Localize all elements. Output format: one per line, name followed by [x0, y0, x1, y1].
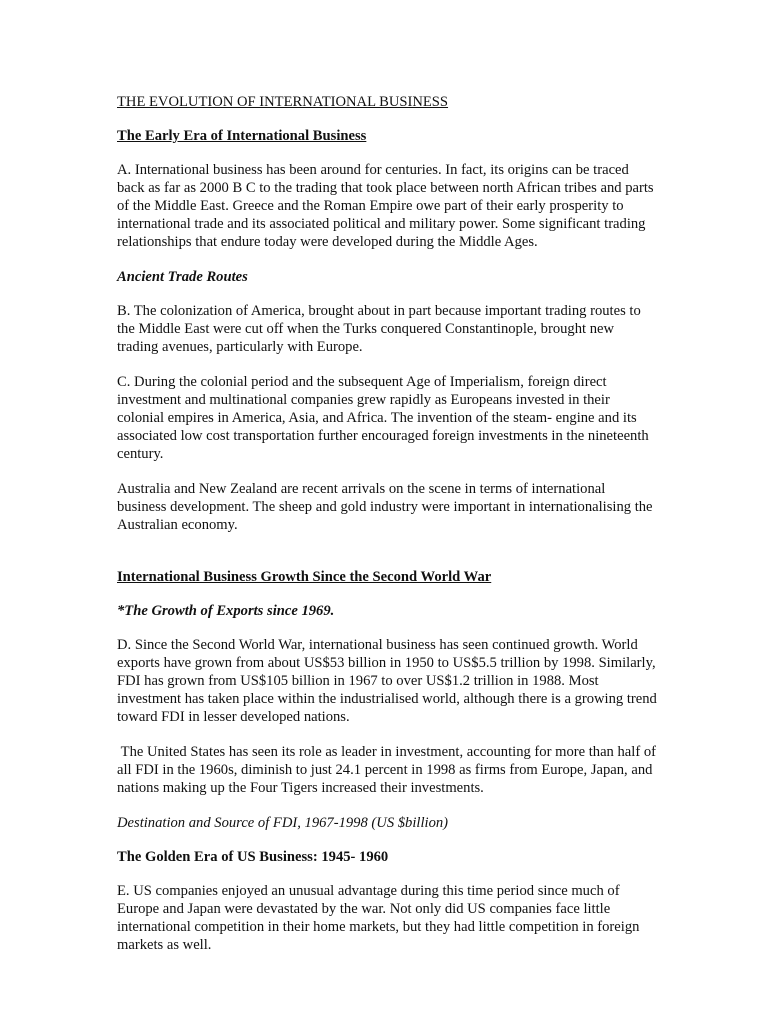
paragraph-d: D. Since the Second World War, international business has seen continued growth. World exports have grown from about US$53 billion in 1950 to US$5.5 trillion by 1998. Similarly, FDI has grown from US$105 billion in 1967 to over US$1.2 trillion in 1988. Most investment has taken place within the industrialised world, although there is a growing trend toward FDI in lesser developed nations.	[117, 637, 657, 725]
section-heading-early-era: The Early Era of International Business	[117, 128, 367, 144]
document-body	[117, 93, 660, 954]
fdi-caption: Destination and Source of FDI, 1967-1998 (US $billion)	[117, 815, 449, 831]
subheading-growth-of-exports: *The Growth of Exports since 1969.	[117, 603, 335, 619]
paragraph-a: A. International business has been around for centuries. In fact, its origins can be traced back as far as 2000 B C to the trading that took place between north African tribes and parts of the Middle East. Greece and the Roman Empire owe part of their early prosperity to international trade and its associated political and military power. Some significant trading relationships that endure today were developed during the Middle Ages.	[117, 162, 654, 250]
section-heading-golden-era: The Golden Era of US Business: 1945- 1960	[117, 849, 389, 865]
section-heading-growth: International Business Growth Since the Second World War	[117, 569, 492, 585]
paragraph-b: B. The colonization of America, brought about in part because important trading routes to the Middle East were cut off when the Turks conquered Constantinople, brought new trading avenues, particularly with Europe.	[117, 303, 641, 355]
paragraph-e: E. US companies enjoyed an unusual advantage during this time period since much of Europe and Japan were devastated by the war. Not only did US companies face little international competition in their home markets, but they had little competition in foreign markets as well.	[117, 883, 640, 953]
document-title: THE EVOLUTION OF INTERNATIONAL BUSINESS	[117, 94, 449, 110]
paragraph-united-states: The United States has seen its role as leader in investment, accounting for more than half of all FDI in the 1960s, diminish to just 24.1 percent in 1998 as firms from Europe, Japan, and nations making up the Four Tigers increased their investments.	[117, 744, 660, 796]
paragraph-australia: Australia and New Zealand are recent arrivals on the scene in terms of international business development. The sheep and gold industry were important in internationalising the Australian economy.	[117, 481, 653, 533]
subheading-ancient-trade-routes: Ancient Trade Routes	[117, 269, 248, 285]
paragraph-c: C. During the colonial period and the subsequent Age of Imperialism, foreign direct investment and multinational companies grew rapidly as Europeans invested in their colonial empires in America, Asia, and Africa. The invention of the steam- engine and its associated low cost transportation further encouraged foreign investments in the nineteenth century.	[117, 374, 649, 462]
